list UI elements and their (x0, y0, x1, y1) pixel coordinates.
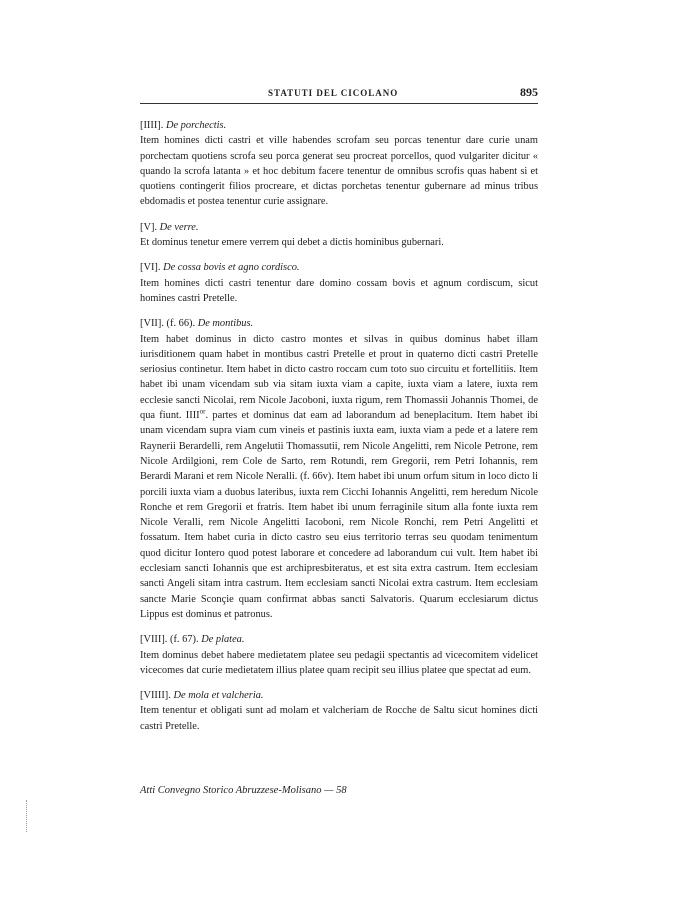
running-title: STATUTI DEL CICOLANO (268, 88, 399, 98)
section-de-verre (140, 220, 538, 251)
section-title: De cossa bovis et agno cordisco. (163, 262, 300, 274)
section-title: De platea. (201, 634, 245, 646)
page-number: 895 (520, 85, 538, 99)
section-title: De mola et valcheria. (173, 690, 264, 702)
section-text: Item homines dicti castri tenentur dare domino cossam bovis et agnum cordiscum, sicut homines castri Pretelle. (140, 277, 538, 304)
section-text (140, 332, 538, 623)
section-text: Item tenentur et obligati sunt ad molam et valcheriam de Rocche de Saltu sicut homines dicti castri Pretelle. (140, 705, 538, 732)
section-number: [V]. (140, 221, 158, 233)
section-text: Item dominus debet habere medietatem platee seu pedagii spectantis ad vicecomitem videlicet vicecomes dat curie medietatem illius platee quam recipit seu illius platee que spectat ad eum. (140, 649, 538, 676)
section-heading (140, 118, 538, 133)
section-title: De verre. (159, 221, 199, 233)
section-number: [VI]. (140, 262, 161, 274)
ordinal-superscript: or (199, 407, 206, 416)
page-header (140, 87, 538, 104)
section-heading (140, 260, 538, 275)
section-number: [IIII]. (140, 120, 164, 131)
section-number: [VIII]. (f. 67). (140, 634, 199, 646)
section-text-part: . partes et dominus dat eam ad laborandum ad beneplacitum. Item habet ibi unam vicendam supra viam cum vineis et pastinis iuxta eam, iuxta viam a pede et a latere rem Raynerii Berardelli, rem Angelutii Thomassutii, rem Nicole Angelitti, rem Nicole Petrone, rem Nicole Ardilgioni, rem Cole de Sarto, rem Rotundi, rem Gregorii, rem Petri Iohannis, rem Berardi Marani et rem Nicole Neralli. (f. 66v). Item habet ibi unum orfum situm in loco dicto li porcili iuxta viam a duobus lateribus, iuxta rem Cicchi Iohannis Angelitti, rem heredum Nicole Ronche et rem Gregorii et fratris. Item habet ibi unum ferraginile situm alla fonte iuxta rem Nicole Veralli, rem Nicole Angelitti Iacoboni, rem Nicole Ronchi, rem Petri Angelitti et fossatum. Item habet curia in dicto castro seu eius territorio terras seu quodam tenimentum quod dicitur Iontero quod potest laborare et concedere ad laborandum cui vult. Item habet ibi ecclesiam sancti Iohannis que est archipresbiteratus, et est sita extra castrum. Item ecclesiam sancti Angeli sitam intra castrum. Item ecclesiam sancti Nicolai extra castrum. Item ecclesiam sancte Marie Sconçie quam confirmat abbas sancti Salvatoris. Quarum ecclesiarum dictus Lippus est dominus et patronus. (140, 410, 538, 620)
section-de-cossa-bovis (140, 260, 538, 306)
document-body (140, 118, 538, 744)
section-heading (140, 632, 538, 647)
section-de-platea (140, 632, 538, 678)
section-title: De porchectis. (165, 120, 227, 131)
section-de-porchectis (140, 118, 538, 210)
section-number: [VIIII]. (140, 690, 171, 702)
section-heading (140, 688, 538, 703)
section-text-part: Item habet dominus in dicto castro montes et silvas in quibus dominus habet illam iurisditionem quam habet in montibus castri Pretelle et prout in quaterno dicti castri Pretelle seriosius continetur. Item habet in dicto castro roccam cum toto suo circuitu et fortellitiis. Item habet ibi unam vicendam sub via sitam iuxta viam a capite, iuxta viam a latere, iuxta rem ecclesie sancti Nicolai, rem Nicole Jacoboni, iuxta rigum, rem Thomassii Johannis Thomei, de qua fiunt. IIII (140, 333, 538, 422)
section-heading (140, 220, 538, 235)
scan-edge-marks (26, 800, 29, 832)
page-footer: Atti Convegno Storico Abruzzese-Molisano — 58 (140, 785, 347, 796)
section-de-montibus (140, 316, 538, 622)
section-number: [VII]. (f. 66). (140, 318, 196, 330)
section-text: Item homines dicti castri et ville habendes scrofam seu porcas tenentur dare curie unam porchectam quotiens scrofa seu porca generat seu procreat porcellos, quod vulgariter dicitur « quando la scrofa latanta » et hoc debitum facere tenentur de omnibus scrofis quas habent si et quotiens contingerit filios procreare, et dictas porchetas tenentur gubernare ad minus tribus ebdomadis et postea tenentur curie assignare. (140, 135, 538, 208)
section-title: De montibus. (197, 318, 254, 330)
section-de-mola (140, 688, 538, 734)
section-text: Et dominus tenetur emere verrem qui debet a dictis hominibus gubernari. (140, 237, 444, 249)
section-heading (140, 316, 538, 331)
